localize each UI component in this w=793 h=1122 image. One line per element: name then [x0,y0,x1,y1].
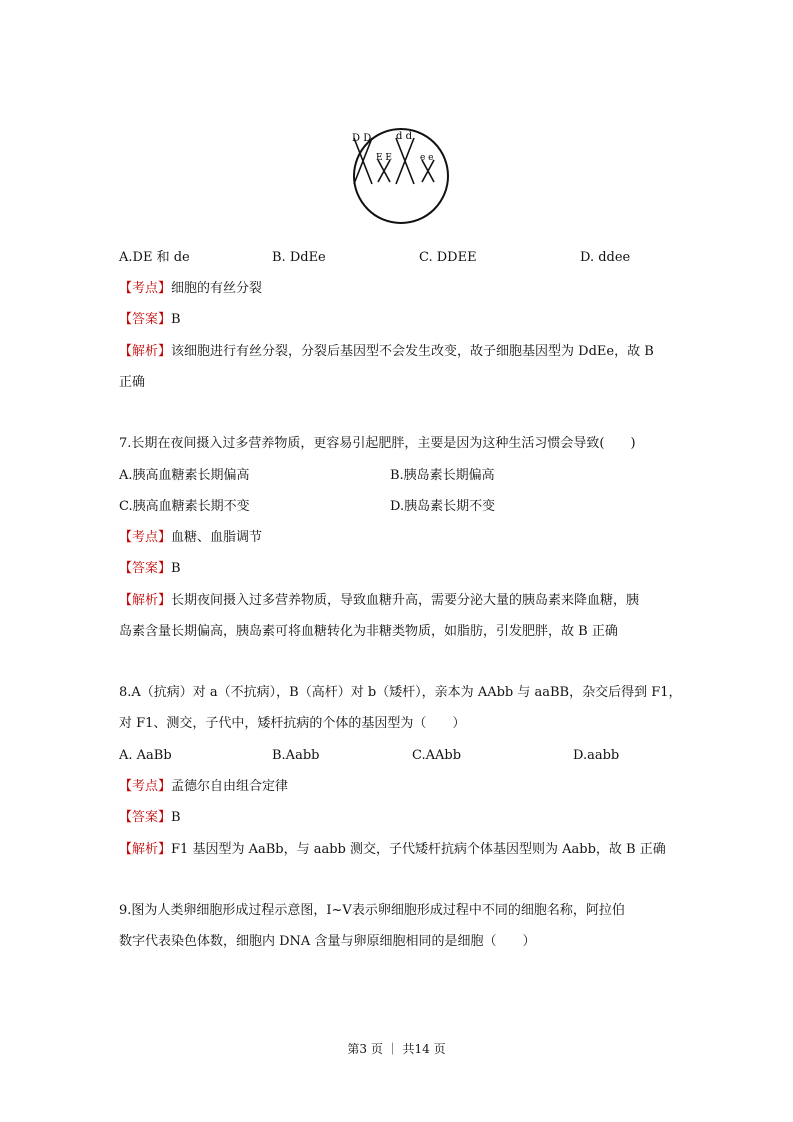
cell-division-figure [338,126,464,226]
q8-option-c: C.AAbb [412,748,462,763]
q6-option-c: C. DDEE [419,250,477,265]
page-footer: 第3 页 ｜ 共14 页 [347,1042,446,1056]
analysis-tag: 【解析】 [119,344,172,359]
label-dd: d d [396,131,412,142]
label-ee: e e [420,153,434,163]
q8-answer: 【答案】B [119,810,181,825]
q6-analysis-cont: 正确 [119,375,146,390]
q7-kaodian: 【考点】血糖、血脂调节 [119,530,263,545]
q7-option-a: A.胰高血糖素长期偏高 [119,468,250,483]
chromosome-2 [378,160,390,182]
q6-option-d: D. ddee [580,250,631,265]
q8-kaodian: 【考点】孟德尔自由组合定律 [119,779,289,794]
kaodian-tag: 【考点】 [119,281,172,296]
q8-stem-cont: 对 F1、测交，子代中，矮杆抗病的个体的基因型为（ ） [119,716,466,731]
q8-option-d: D.aabb [573,748,620,763]
q7-option-b: B.胰岛素长期偏高 [390,468,495,483]
q6-analysis: 【解析】该细胞进行有丝分裂，分裂后基因型不会发生改变，故子细胞基因型为 DdEe，故 B [119,344,654,359]
label-DD: D D [352,133,372,144]
q6-option-a: A.DE 和 de [119,250,190,265]
q9-stem: 9.图为人类卵细胞形成过程示意图，Ⅰ~Ⅴ表示卵细胞形成过程中不同的细胞名称，阿拉伯 [119,903,625,918]
q6-option-b: B. DdEe [272,250,326,265]
q7-analysis-cont: 岛素含量长期偏高，胰岛素可将血糖转化为非糖类物质，如脂肪，引发肥胖，故 B 正确 [119,624,618,639]
answer-tag: 【答案】 [119,312,172,327]
q8-stem: 8.A（抗病）对 a（不抗病），B（高杆）对 b（矮杆），亲本为 AAbb 与 aaBB，杂交后得到 F1， [119,685,682,700]
q8-option-b: B.Aabb [272,748,320,763]
q7-analysis: 【解析】长期夜间摄入过多营养物质，导致血糖升高，需要分泌大量的胰岛素来降血糖，胰 [119,593,640,608]
q8-option-a: A. AaBb [119,748,172,763]
q9-stem-cont: 数字代表染色体数，细胞内 DNA 含量与卵原细胞相同的是细胞（ ） [119,934,536,949]
q7-answer: 【答案】B [119,561,181,576]
q6-kaodian: 【考点】细胞的有丝分裂 [119,281,263,296]
q7-stem: 7.长期在夜间摄入过多营养物质，更容易引起肥胖，主要是因为这种生活习惯会导致( ) [119,436,636,451]
label-EE: E E [376,153,393,163]
chromosome-3 [396,138,414,184]
chromosome-4 [422,160,434,182]
q6-answer: 【答案】B [119,312,181,327]
q7-option-d: D.胰岛素长期不变 [390,499,496,514]
q8-analysis: 【解析】F1 基因型为 AaBb，与 aabb 测交，子代矮杆抗病个体基因型则为 Aabb，故 B 正确 [119,842,666,857]
q7-option-c: C.胰高血糖素长期不变 [119,499,250,514]
